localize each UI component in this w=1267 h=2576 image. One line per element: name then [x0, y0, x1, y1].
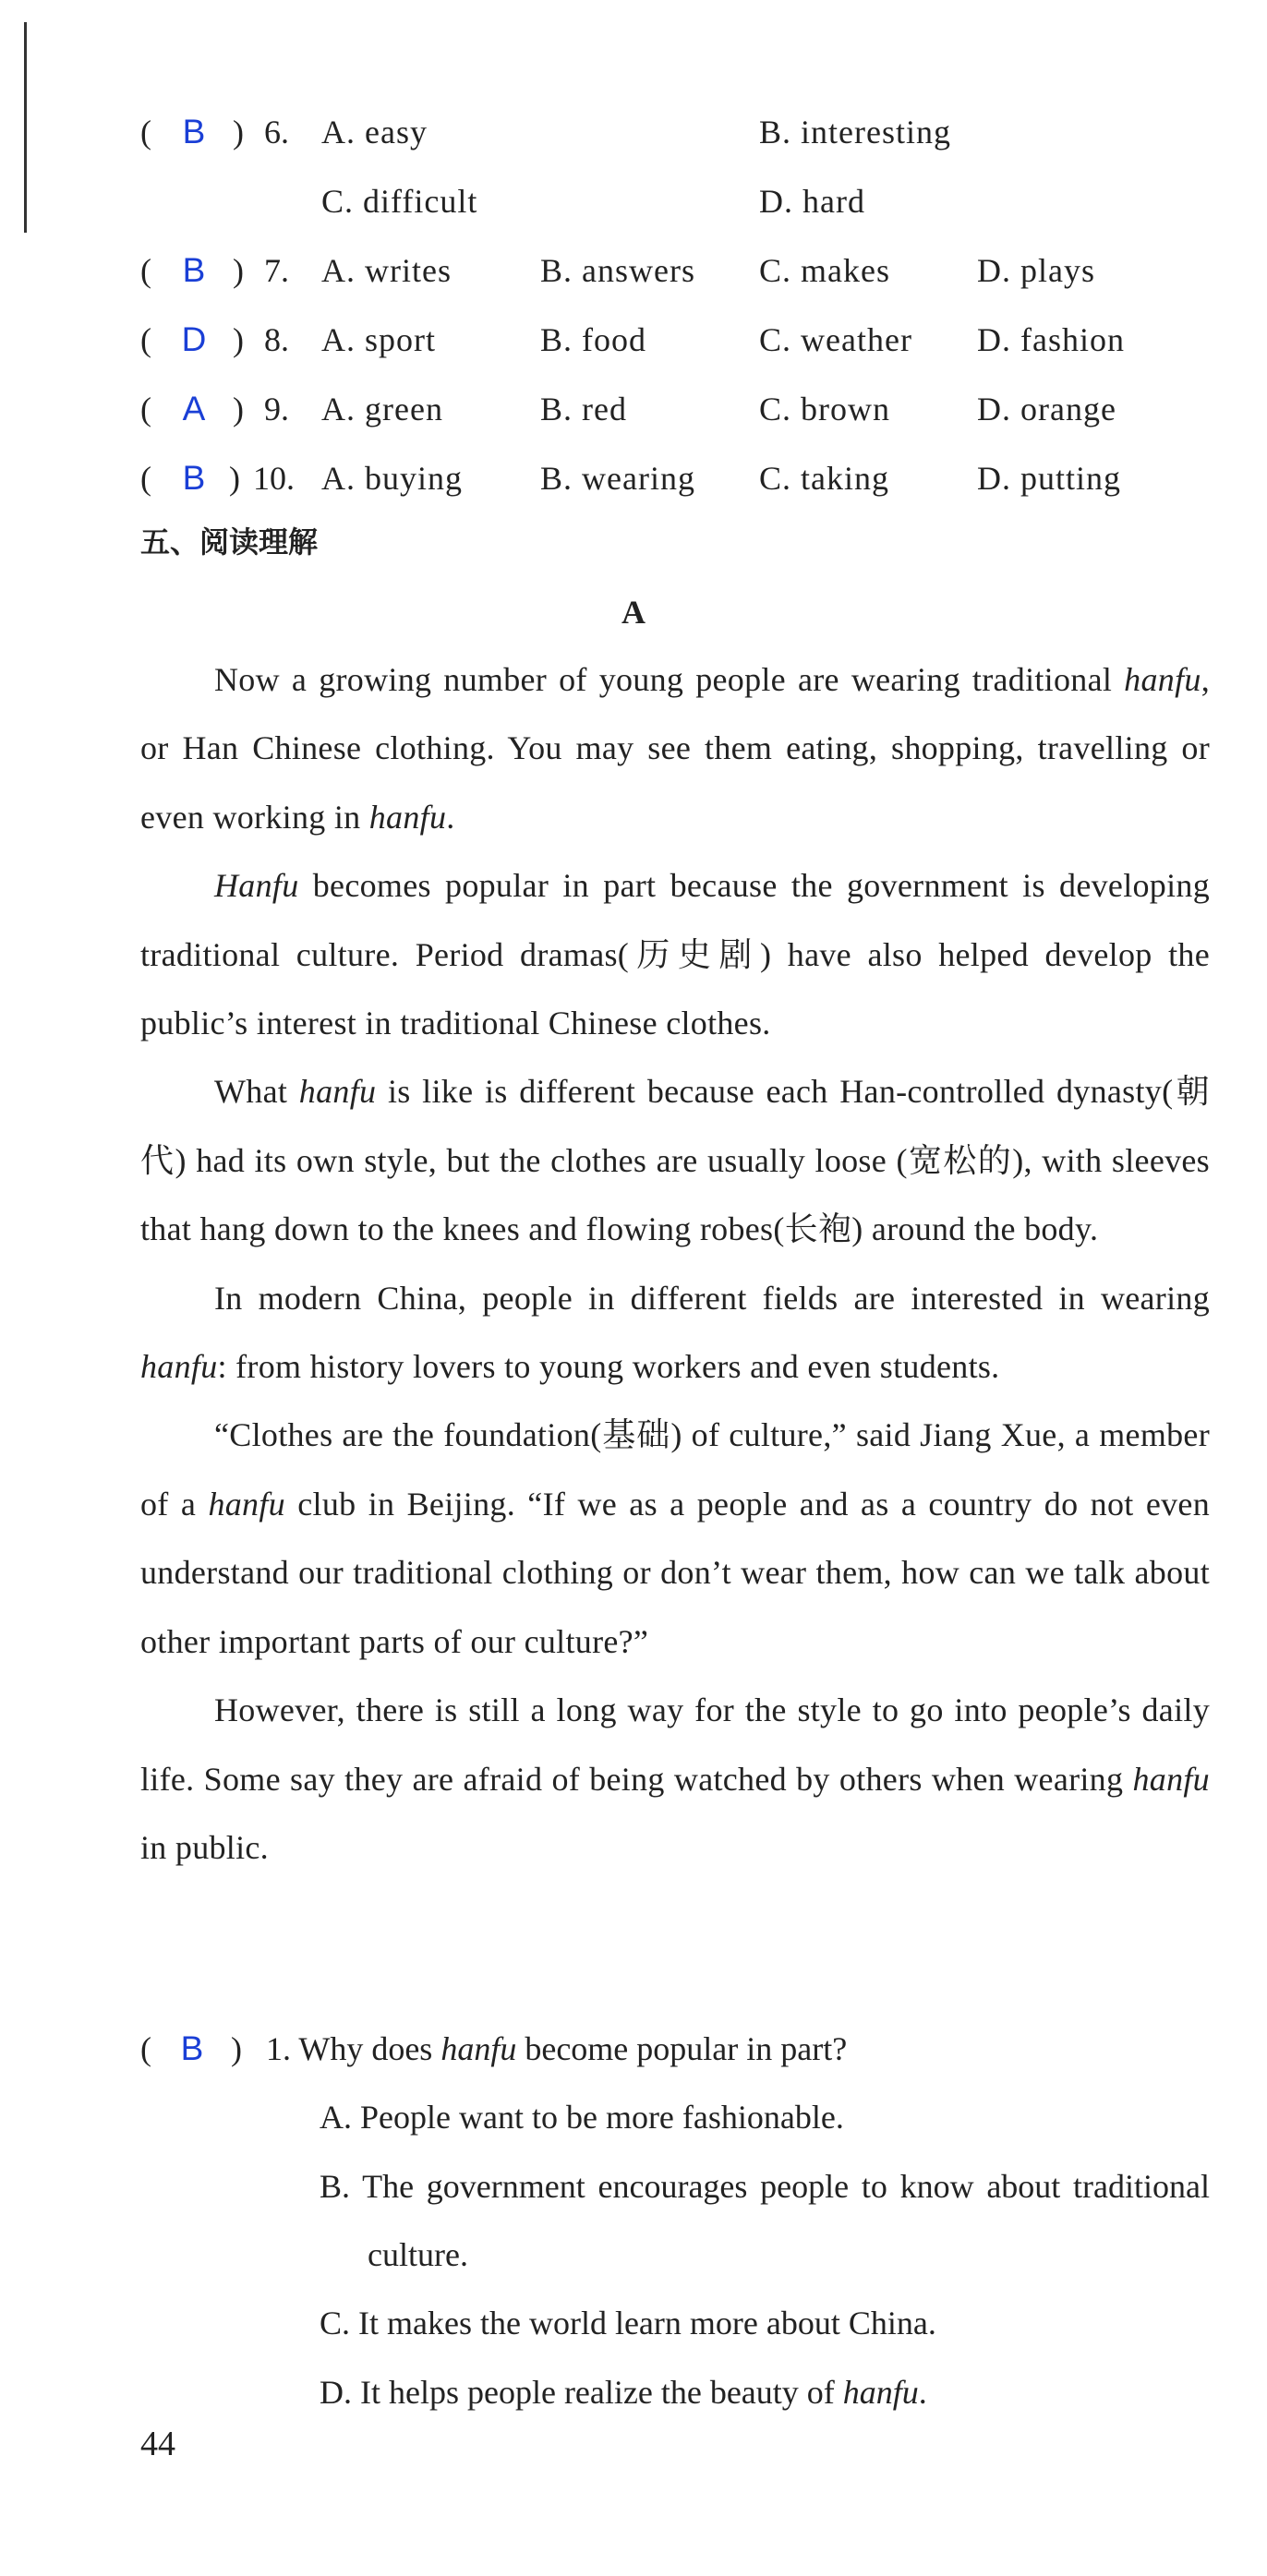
answer-mark: B — [182, 459, 206, 497]
option-b — [320, 2152, 1210, 2290]
option-d: D. orange — [977, 391, 1116, 427]
answer-paren-left: ( — [140, 114, 151, 150]
option-a: A. buying — [321, 460, 463, 497]
option-a: A. easy — [321, 114, 428, 150]
answer-paren-right: ) — [233, 252, 244, 289]
text-span: is like is different because each Han-controlled dynasty(朝代) had its own style, but the clothes are usually loose (宽松的), with sleeves that hang down to the knees and flowing robes(长袍) around the body. — [140, 1073, 1210, 1248]
option-text — [320, 2358, 1210, 2426]
answer-paren-left: ( — [140, 391, 151, 427]
text-span: D. It helps people realize the beauty of — [320, 2374, 843, 2411]
text-span: become popular in part? — [516, 2030, 848, 2067]
option-d — [320, 2358, 1210, 2426]
answer-mark: A — [182, 390, 206, 427]
option-b: B. answers — [540, 252, 695, 289]
answer-paren-right: ) — [231, 2030, 242, 2067]
option-text: B. The government encourages people to know about traditional culture. — [320, 2168, 1210, 2274]
mcq-row-6-cont — [0, 178, 1267, 224]
question-number: 7. — [264, 252, 289, 289]
option-a: A. writes — [321, 252, 452, 289]
option-d: D. hard — [759, 183, 865, 220]
option-b: B. food — [540, 321, 646, 358]
answer-paren-left: ( — [140, 2030, 151, 2067]
option-a — [320, 2083, 1210, 2151]
question-number: 6. — [264, 114, 289, 150]
option-c: C. weather — [759, 321, 912, 358]
option-b: B. red — [540, 391, 627, 427]
italic-term: Hanfu — [214, 867, 299, 905]
option-c: C. taking — [759, 460, 889, 497]
question-number: 8. — [264, 321, 289, 358]
page-number: 44 — [140, 2425, 175, 2463]
option-b: B. wearing — [540, 460, 695, 497]
passage-paragraph — [140, 851, 1210, 1057]
italic-term: hanfu — [440, 2030, 517, 2067]
option-a: A. sport — [321, 321, 436, 358]
text-span: 1. Why does — [266, 2030, 441, 2067]
text-span: club in Beijing. “If we as a people and as a country do not even understand our traditional clothing or don’t wear them, how can we talk about other important parts of our culture?” — [140, 1485, 1210, 1660]
answer-paren-right: ) — [233, 391, 244, 427]
mcq-row-6 — [0, 109, 1267, 155]
question-number: 9. — [264, 391, 289, 427]
text-span: . — [918, 2374, 927, 2411]
passage-paragraph — [140, 1676, 1210, 1882]
option-d: D. plays — [977, 252, 1095, 289]
option-c: C. brown — [759, 391, 890, 427]
section-title: 五、阅读理解 — [140, 524, 319, 560]
option-d: D. fashion — [977, 321, 1125, 358]
passage-paragraph — [140, 1401, 1210, 1676]
question-stem — [266, 2015, 847, 2083]
mcq-row-8 — [0, 317, 1267, 363]
text-span: becomes popular in part because the government is developing traditional culture. Period dramas(历史剧) have also helped develop the public’s interest in traditional Chinese clothes. — [140, 867, 1210, 1042]
answer-paren-left: ( — [140, 252, 151, 289]
italic-term: hanfu — [208, 1485, 285, 1523]
italic-term: hanfu — [842, 2374, 919, 2411]
option-text: A. People want to be more fashionable. — [320, 2099, 844, 2136]
text-span: “Clothes are the foundation(基础) of culture,” said Jiang Xue, a member of a — [140, 1416, 1210, 1523]
passage-paragraph — [140, 1264, 1210, 1402]
answer-paren-right: ) — [233, 114, 244, 150]
question-number: 10. — [253, 460, 295, 497]
italic-term: hanfu — [1132, 1760, 1210, 1798]
text-span: In modern China, people in different fields are interested in wearing — [214, 1279, 1210, 1317]
italic-term: hanfu — [298, 1073, 377, 1111]
passage-title: A — [621, 594, 646, 631]
italic-term: hanfu — [1124, 661, 1201, 698]
answer-mark: D — [181, 320, 207, 358]
option-c: C. difficult — [321, 183, 478, 220]
passage-paragraph — [140, 645, 1210, 851]
answer-paren-right: ) — [233, 321, 244, 358]
mcq-row-7 — [0, 247, 1267, 294]
option-a: A. green — [321, 391, 443, 427]
text-span: What — [214, 1073, 299, 1111]
answer-mark: B — [182, 113, 206, 150]
italic-term: hanfu — [368, 798, 447, 836]
option-c — [320, 2289, 1210, 2357]
option-d: D. putting — [977, 460, 1122, 497]
text-span: : from history lovers to young workers and even students. — [217, 1348, 1000, 1386]
text-span: However, there is still a long way for the style to go into people’s daily life. Some say they are afraid of being watched by others when wearing — [140, 1691, 1210, 1798]
mcq-row-10 — [0, 455, 1267, 501]
text-span: . — [446, 798, 455, 836]
answer-mark: B — [182, 251, 206, 289]
text-span: , or Han Chinese clothing. You may see them eating, shopping, travelling or even working in — [140, 661, 1210, 836]
text-span: Now a growing number of young people are wearing traditional — [214, 661, 1125, 698]
passage-paragraph — [140, 1057, 1210, 1263]
reading-passage — [140, 645, 1210, 1882]
option-b: B. interesting — [759, 114, 951, 150]
text-span: in public. — [140, 1828, 269, 1866]
mcq-row-9 — [0, 386, 1267, 432]
answer-paren-left: ( — [140, 321, 151, 358]
option-c: C. makes — [759, 252, 890, 289]
comprehension-question-1 — [0, 2015, 1267, 2430]
italic-term: hanfu — [140, 1348, 218, 1386]
answer-paren-right: ) — [229, 460, 240, 497]
answer-mark: B — [180, 2029, 204, 2067]
option-text: C. It makes the world learn more about China. — [320, 2305, 936, 2341]
answer-paren-left: ( — [140, 460, 151, 497]
